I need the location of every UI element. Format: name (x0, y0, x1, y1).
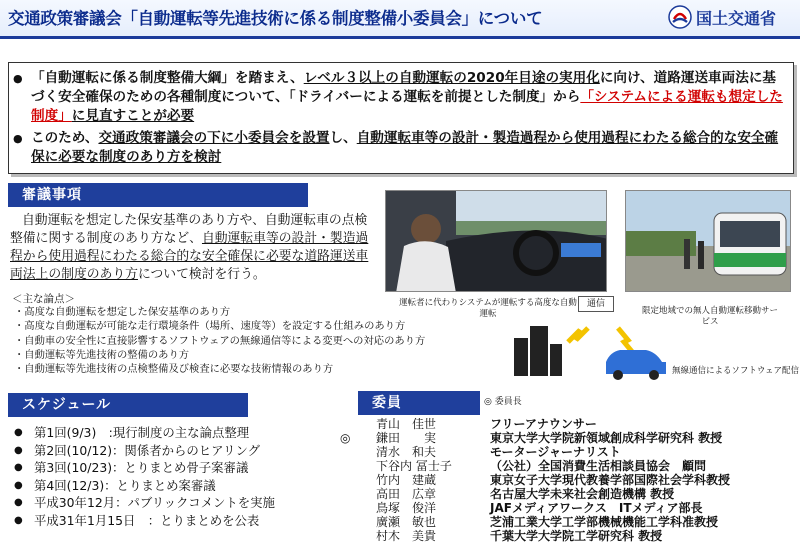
issues-description (10, 212, 380, 284)
member-affiliation: 東京女子大学現代教養学部国際社会学科教授 (490, 473, 731, 487)
logo-text: 国土交通省 (696, 9, 777, 28)
caption-unmanned-service: 限定地域での無人自動運転移動サービス (641, 306, 778, 327)
driver-photo-illustration (386, 191, 607, 292)
list-item: ● 平成31年1月15日 ：とりまとめを公表 (14, 512, 275, 530)
issues-text: について検討を行う。 (137, 267, 266, 282)
header-divider (0, 36, 800, 39)
summary-text: から (553, 89, 581, 105)
issues-emphasis: 自動運転車等の設計・製造過程から使用過程にわたる総合的な安全確保に必要な道路運送車両法上の制度のあり方 (10, 231, 369, 282)
mlit-logo (668, 3, 796, 33)
list-item: ・自動運転等先進技術の整備のあり方 (14, 348, 190, 361)
mlit-logo-icon (668, 5, 692, 29)
member-affiliation: 芝浦工業大学工学部機械機能工学科准教授 (490, 515, 719, 529)
chair-mark: ◎ (340, 431, 351, 445)
summary-text: 「自動運転に係る制度整備大綱」を踏まえ、 (31, 70, 304, 86)
list-item: ● 平成30年12月：パブリックコメントを実施 (14, 494, 275, 512)
member-affiliation: モータージャーナリスト (490, 445, 621, 459)
caption-ota: 無線通信によるソフトウェア配信 (672, 366, 799, 376)
member-affiliation: 千葉大学大学院工学研究科 教授 (490, 529, 663, 543)
committee-heading: 委員 (358, 391, 480, 415)
header-bar (0, 0, 800, 36)
member-name: 廣瀬 敏也 (376, 515, 437, 529)
member-affiliation: JAFメディアワークス ITメディア部長 (490, 501, 703, 515)
shuttle-photo-illustration (626, 191, 791, 292)
issues-heading: 審議事項 (8, 183, 308, 207)
points-title: ＜主な論点＞ (12, 293, 75, 305)
issues-text: 自動運転を想定した保安基準のあり方や、自動運転車の点検整備に関する制度のあり方など、 (10, 213, 368, 246)
points-list (14, 305, 426, 376)
summary-emphasis: 自動運転車等の設計・製造過程から使用過程にわたる総合的な安全確保に必要な制度のあり方を検討 (31, 130, 779, 165)
summary-emphasis: に見直すことが必要 (71, 108, 195, 124)
summary-text: このため、 (31, 130, 99, 146)
list-item: ● 第4回(12/3)：とりまとめ案審議 (14, 477, 275, 495)
member-name: 鳥塚 俊洋 (376, 501, 437, 515)
member-name: 下谷内 冨士子 (376, 459, 452, 473)
member-name: 清水 和夫 (376, 445, 437, 459)
member-name: 村木 美貴 (376, 529, 437, 543)
list-item: ● 第3回(10/23)：とりまとめ骨子案審議 (14, 459, 275, 477)
member-affiliation: 東京大学大学院新領域創成科学研究科 教授 (490, 431, 723, 445)
member-affiliation: （公社）全国消費生活相談員協会 顧問 (490, 459, 707, 473)
summary-bullet-1 (31, 69, 785, 126)
signal-diagram (506, 300, 676, 380)
summary-red-emphasis: 「システムによる運転も想定した制度」 (31, 89, 783, 124)
summary-text: し、 (329, 130, 357, 146)
summary-emphasis: レベル３以上の自動運転の2020年目途の実用化 (303, 70, 600, 86)
member-name: 竹内 建蔵 (376, 473, 437, 487)
list-item: ・自動車の安全性に直接影響するソフトウェアの無線通信等による変更への対応のあり方 (14, 334, 426, 347)
summary-text: に向け、道路運送車両法に基づく安全確保のための各種制度について、 (31, 70, 777, 105)
schedule-heading: スケジュール (8, 393, 248, 417)
signal-label: 通信 (578, 296, 614, 312)
list-item: ● 第2回(10/12)：関係者からのヒアリング (14, 442, 275, 460)
shuttle-photo (625, 190, 791, 292)
list-item: ● 第1回(9/3) :現行制度の主な論点整理 (14, 424, 275, 442)
member-name: 鎌田 実 (376, 431, 437, 445)
summary-bullet-2 (31, 129, 785, 167)
page-title: 交通政策審議会「自動運転等先進技術に係る制度整備小委員会」について (8, 9, 543, 28)
list-item: ・自動運転等先進技術の点検整備及び検査に必要な技術情報のあり方 (14, 363, 334, 376)
summary-emphasis: 交通政策審議会の下に小委員会を設置 (98, 130, 330, 146)
driver-photo (385, 190, 607, 292)
member-name: 青山 佳世 (376, 417, 437, 431)
list-item: ・高度な自動運転が可能な走行環境条件（場所、速度等）を設定する仕組みのあり方 (14, 320, 406, 333)
schedule-list (14, 424, 275, 529)
member-affiliation: 名古屋大学未来社会創造機構 教授 (490, 487, 675, 501)
building-icon (514, 326, 562, 376)
lightning-icon (568, 328, 588, 342)
member-affiliation: フリーアナウンサー (490, 417, 597, 431)
summary-text: 「ドライバーによる運転を前提とした制度」 (288, 89, 554, 105)
chair-note: ◎ 委員長 (484, 397, 522, 407)
list-item: ・高度な自動運転を想定した保安基準のあり方 (14, 306, 231, 318)
caption-autonomous-driving: 運転者に代わりシステムが運転する高度な自動運転 (399, 298, 577, 319)
member-name: 高田 広章 (376, 487, 437, 501)
summary-box (8, 62, 794, 174)
car-icon (606, 350, 666, 380)
